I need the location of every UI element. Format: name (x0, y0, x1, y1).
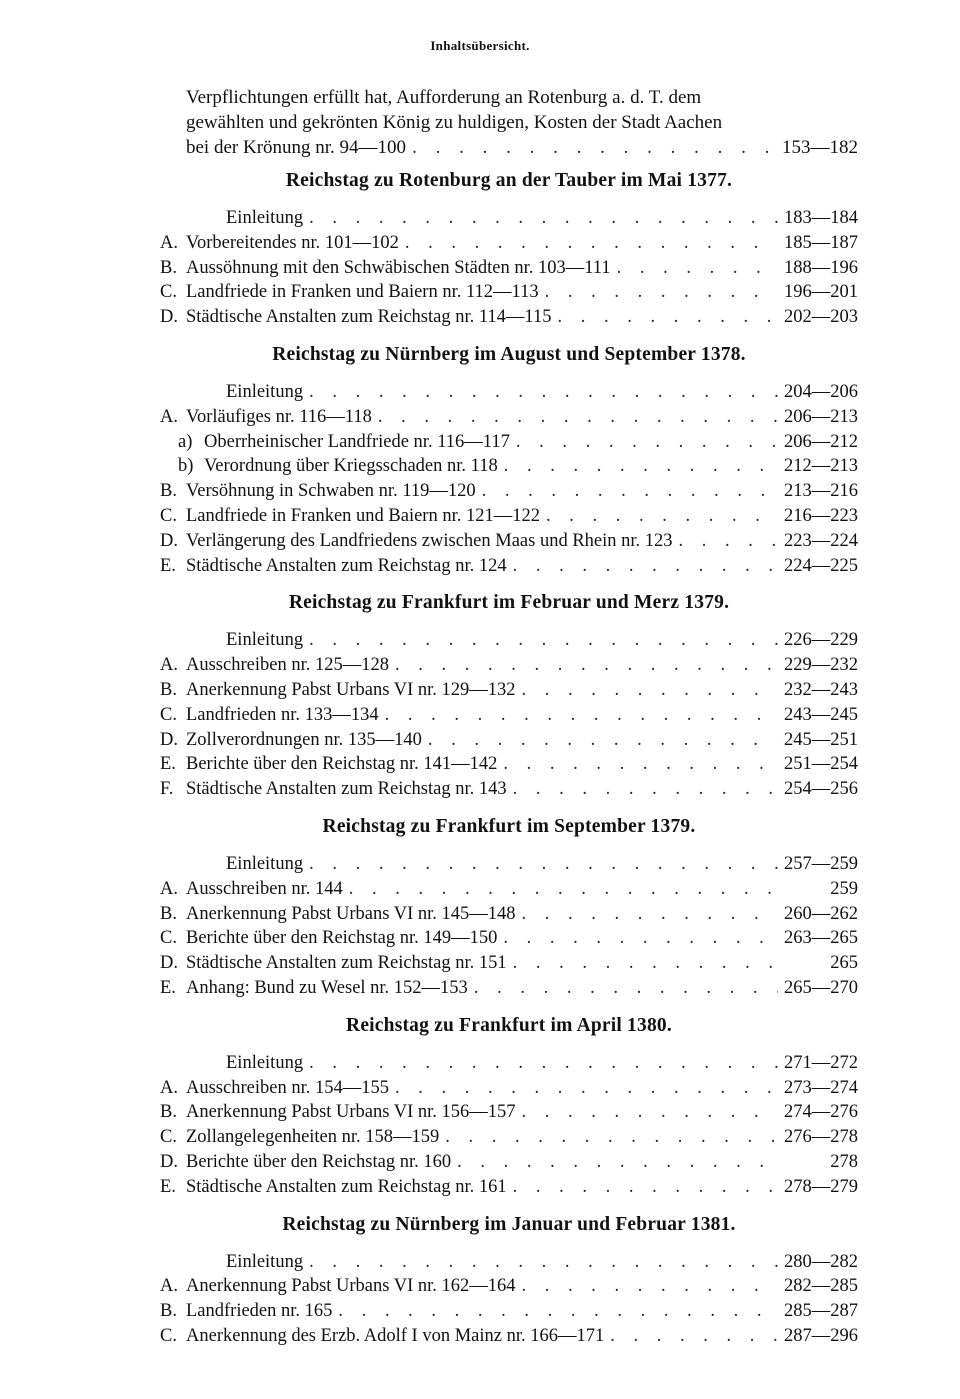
entry-label: Vorbereitendes nr. 101—102 (186, 232, 399, 253)
leader-dots (378, 407, 778, 428)
toc-entry (160, 754, 858, 779)
toc-section (160, 808, 858, 1003)
leader-dots (513, 556, 778, 577)
entry-letter: A. (160, 406, 178, 427)
leader-dots (545, 282, 778, 303)
toc-entry (160, 655, 858, 680)
toc-entry (160, 481, 858, 506)
entry-pages: 273—274 (784, 1077, 858, 1098)
entry-letter: b) (178, 456, 194, 477)
entry-label-group (160, 953, 507, 974)
toc-section (160, 162, 858, 332)
toc-entry (160, 282, 858, 307)
leader-dots (428, 730, 778, 751)
entry-label: Aussöhnung mit den Schwäbischen Städten nr. 103—111 (186, 257, 611, 278)
leader-dots (309, 854, 778, 875)
toc-entry (160, 630, 858, 655)
leader-dots (309, 208, 778, 229)
entry-label-group (160, 978, 468, 999)
leader-dots (445, 1127, 778, 1148)
entry-label: Anerkennung Pabst Urbans VI nr. 162—164 (186, 1276, 516, 1297)
entry-label: Landfrieden nr. 165 (186, 1301, 333, 1322)
leader-dots (474, 978, 778, 999)
toc-entry (160, 506, 858, 531)
entry-label: Oberrheinischer Landfriede nr. 116—117 (204, 431, 510, 452)
leader-dots (309, 382, 778, 403)
section-title: Reichstag zu Frankfurt im September 1379. (322, 815, 696, 837)
entry-letter: D. (160, 530, 178, 551)
entry-label: Ausschreiben nr. 144 (186, 878, 343, 899)
entry-pages: 251—254 (784, 754, 858, 775)
toc-entry (160, 854, 858, 879)
toc-entry (160, 258, 858, 283)
entry-label-group (160, 779, 507, 800)
entry-pages: 259 (830, 878, 858, 899)
entry-pages: 226—229 (784, 630, 858, 651)
leader-dots (395, 1078, 778, 1099)
entry-label-group (160, 1301, 332, 1322)
entry-letter: B. (160, 679, 177, 700)
toc-entry (160, 1053, 858, 1078)
entry-label: Berichte über den Reichstag nr. 160 (186, 1151, 452, 1172)
entry-label: Anerkennung Pabst Urbans VI nr. 156—157 (186, 1102, 516, 1123)
entry-label: Städtische Anstalten zum Reichstag nr. 124 (186, 555, 507, 576)
entry-pages: 232—243 (784, 679, 858, 700)
entry-pages: 265—270 (784, 977, 858, 998)
toc-entry (160, 531, 858, 556)
entry-letter: E. (160, 754, 176, 775)
section-title: Reichstag zu Frankfurt im April 1380. (346, 1014, 672, 1036)
section-title: Reichstag zu Rotenburg an der Tauber im Mai 1377. (285, 170, 733, 191)
entry-letter: A. (160, 1077, 178, 1098)
leader-dots (385, 705, 778, 726)
entry-pages: 224—225 (784, 555, 858, 576)
entry-label: Versöhnung in Schwaben nr. 119—120 (186, 481, 476, 502)
entry-label: Landfriede in Franken und Baiern nr. 121—122 (186, 505, 540, 526)
entry-label-group (160, 705, 379, 726)
entry-label: Landfriede in Franken und Baiern nr. 112—113 (186, 282, 539, 303)
entry-label: Einleitung (226, 1251, 304, 1272)
entry-letter: C. (160, 928, 177, 949)
entry-pages: 276—278 (784, 1127, 858, 1148)
entry-pages: 204—206 (784, 381, 858, 402)
leader-dots (338, 1301, 778, 1322)
entry-label: Einleitung (226, 1052, 304, 1073)
entry-letter: C. (160, 282, 177, 303)
toc-entry (186, 135, 858, 160)
toc-entry (160, 1152, 858, 1177)
leader-dots (558, 307, 779, 328)
entry-label: Anerkennung des Erzb. Adolf I von Mainz nr. 166—171 (186, 1325, 605, 1346)
entry-pages: 188—196 (784, 257, 858, 278)
entry-letter: D. (160, 307, 178, 328)
entry-label: Berichte über den Reichstag nr. 141—142 (186, 754, 498, 775)
toc-entry (160, 1301, 858, 1326)
leader-dots (412, 135, 776, 160)
entry-letter: E. (160, 977, 176, 998)
entry-label: Einleitung (226, 208, 304, 228)
entry-label: Vorläufiges nr. 116—118 (186, 406, 372, 427)
entry-label-group (160, 928, 497, 949)
leader-dots (503, 928, 778, 949)
leader-dots (610, 1326, 778, 1347)
section-title: Reichstag zu Nürnberg im August und September 1378. (272, 343, 746, 365)
leader-dots (513, 953, 782, 974)
leader-dots (504, 456, 778, 477)
entry-pages: 285—287 (784, 1301, 858, 1322)
entry-pages: 206—212 (784, 431, 858, 452)
entry-pages: 282—285 (784, 1276, 858, 1297)
entry-letter: A. (160, 878, 178, 899)
toc-entry (160, 680, 858, 705)
toc-entry (160, 1078, 858, 1103)
entry-label-group (160, 1102, 516, 1123)
leader-dots (546, 506, 778, 527)
toc-entry (160, 382, 858, 407)
entry-pages: 265 (830, 953, 858, 974)
entry-label-group (178, 456, 498, 477)
entry-label: Landfrieden nr. 133—134 (186, 704, 379, 725)
toc-entry (160, 730, 858, 755)
entry-label-group (160, 680, 516, 701)
toc-entry (160, 904, 858, 929)
entry-pages: 183—184 (784, 208, 858, 228)
entry-letter: B. (160, 903, 177, 924)
entry-letter: D. (160, 1151, 178, 1172)
entry-pages: 263—265 (784, 928, 858, 949)
leader-dots (395, 655, 778, 676)
entry-label: Einleitung (226, 630, 304, 651)
leader-dots (457, 1152, 782, 1173)
entry-label-group (226, 630, 303, 651)
entry-label-group (226, 1053, 303, 1074)
entry-label-group (160, 1326, 604, 1347)
entry-letter: C. (160, 1325, 177, 1346)
entry-pages: 245—251 (784, 729, 858, 750)
entry-label-group (160, 655, 389, 676)
entry-pages: 185—187 (784, 232, 858, 253)
entry-pages: 212—213 (784, 456, 858, 477)
entry-pages: 278 (830, 1151, 858, 1172)
entry-label-group (160, 1276, 516, 1297)
toc-section (160, 584, 858, 804)
entry-label-group (160, 556, 507, 577)
entry-label-group (160, 233, 399, 254)
entry-label-group (160, 879, 343, 900)
entry-label: Ausschreiben nr. 154—155 (186, 1077, 389, 1098)
leader-dots (309, 1252, 778, 1273)
leader-dots (503, 754, 778, 775)
toc-entry (160, 879, 858, 904)
entry-letter: F. (160, 779, 174, 800)
entry-label: bei der Krönung nr. 94—100 (186, 137, 407, 158)
toc-entry (160, 432, 858, 457)
entry-pages: 196—201 (784, 282, 858, 303)
entry-label: Zollangelegenheiten nr. 158—159 (186, 1127, 440, 1148)
leader-dots (309, 630, 778, 651)
toc-entry (160, 953, 858, 978)
toc-entry (160, 1177, 858, 1202)
entry-label-group (160, 754, 497, 775)
leader-dots (522, 1102, 778, 1123)
entry-label: Berichte über den Reichstag nr. 149—150 (186, 928, 498, 949)
leader-dots (513, 1177, 778, 1198)
page-header: Inhaltsübersicht. (430, 38, 530, 53)
section-title: Reichstag zu Frankfurt im Februar und Merz 1379. (288, 592, 730, 614)
entry-pages: 153—182 (782, 137, 858, 158)
entry-label-group (160, 1127, 439, 1148)
entry-letter: C. (160, 1127, 177, 1148)
entry-label: Einleitung (226, 853, 304, 874)
entry-pages: 271—272 (784, 1052, 858, 1073)
entry-label-group (160, 1078, 389, 1099)
intro-line: Verpflichtungen erfüllt hat, Aufforderung an Rotenburg a. d. T. dem (186, 87, 702, 108)
leader-dots (513, 779, 778, 800)
entry-label: Städtische Anstalten zum Reichstag nr. 114—115 (186, 307, 552, 328)
entry-label-group (160, 506, 540, 527)
toc-entry (160, 1326, 858, 1351)
entry-letter: A. (160, 232, 178, 253)
leader-dots (522, 904, 778, 925)
entry-label: Städtische Anstalten zum Reichstag nr. 161 (186, 1176, 507, 1197)
entry-label: Ausschreiben nr. 125—128 (186, 655, 389, 676)
leader-dots (482, 481, 778, 502)
entry-letter: B. (160, 481, 177, 502)
entry-label-group (160, 258, 611, 279)
entry-pages: 287—296 (784, 1325, 858, 1346)
toc-entry (160, 556, 858, 581)
entry-letter: C. (160, 704, 177, 725)
entry-letter: A. (160, 1276, 178, 1297)
leader-dots (516, 432, 778, 453)
entry-label-group (160, 1152, 451, 1173)
entry-pages: 213—216 (784, 481, 858, 502)
toc-section (160, 1206, 858, 1351)
entry-label: Zollverordnungen nr. 135—140 (186, 729, 422, 750)
entry-label-group (226, 208, 303, 229)
leader-dots (349, 879, 782, 900)
entry-letter: A. (160, 655, 178, 676)
entry-letter: D. (160, 953, 178, 974)
entry-label-group (226, 1252, 303, 1273)
entry-letter: D. (160, 729, 178, 750)
entry-label-group (160, 730, 422, 751)
toc-entry (160, 208, 858, 233)
entry-label: Städtische Anstalten zum Reichstag nr. 151 (186, 953, 507, 974)
section-title: Reichstag zu Nürnberg im Januar und Februar 1381. (282, 1213, 736, 1235)
entry-letter: B. (160, 1301, 177, 1322)
toc-entry (160, 779, 858, 804)
leader-dots (617, 258, 778, 279)
entry-pages: 278—279 (784, 1176, 858, 1197)
leader-dots (405, 233, 778, 254)
toc-entry (160, 233, 858, 258)
entry-pages: 206—213 (784, 406, 858, 427)
entry-label-group (226, 382, 303, 403)
leader-dots (679, 531, 778, 552)
toc-entry (160, 407, 858, 432)
entry-label-group (160, 307, 552, 328)
entry-label-group (160, 407, 372, 428)
toc-section (160, 1007, 858, 1202)
toc-entry (160, 1102, 858, 1127)
toc-entry (160, 978, 858, 1003)
toc-section (160, 336, 858, 580)
entry-letter: E. (160, 555, 176, 576)
toc-entry (160, 928, 858, 953)
entry-pages: 260—262 (784, 903, 858, 924)
entry-letter: B. (160, 1102, 177, 1123)
entry-pages: 223—224 (784, 530, 858, 551)
intro-continuation (186, 85, 858, 160)
toc-entry (160, 1276, 858, 1301)
entry-pages: 229—232 (784, 655, 858, 676)
entry-label-group (178, 432, 510, 453)
entry-letter: a) (178, 431, 193, 452)
entry-label: Städtische Anstalten zum Reichstag nr. 143 (186, 779, 507, 800)
entry-label-group (160, 481, 476, 502)
entry-label: Verlängerung des Landfriedens zwischen Maas und Rhein nr. 123 (186, 530, 673, 551)
toc-entry (160, 307, 858, 332)
entry-label-group (160, 904, 516, 925)
entry-letter: B. (160, 257, 177, 278)
toc-entry (160, 705, 858, 730)
entry-label-group (160, 282, 539, 303)
entry-pages: 243—245 (784, 704, 858, 725)
entry-pages: 254—256 (784, 779, 858, 800)
entry-pages: 280—282 (784, 1251, 858, 1272)
entry-letter: C. (160, 505, 177, 526)
entry-label: Anerkennung Pabst Urbans VI nr. 129—132 (186, 679, 516, 700)
leader-dots (309, 1053, 778, 1074)
intro-line: gewählten und gekrönten König zu huldigen, Kosten der Stadt Aachen (186, 112, 723, 133)
entry-label: Anerkennung Pabst Urbans VI nr. 145—148 (186, 903, 516, 924)
entry-label: Anhang: Bund zu Wesel nr. 152—153 (186, 977, 468, 998)
entry-label: Verordnung über Kriegsschaden nr. 118 (204, 456, 498, 477)
entry-letter: E. (160, 1176, 176, 1197)
entry-label-group (226, 854, 303, 875)
entry-label-group (160, 1177, 507, 1198)
entry-pages: 216—223 (784, 505, 858, 526)
entry-pages: 257—259 (784, 853, 858, 874)
entry-label-group (160, 531, 673, 552)
entry-pages: 202—203 (784, 307, 858, 328)
entry-label: Einleitung (226, 381, 304, 402)
table-of-contents (160, 162, 858, 1355)
toc-entry (160, 1127, 858, 1152)
toc-entry (160, 456, 858, 481)
toc-entry (160, 1252, 858, 1277)
leader-dots (522, 1276, 778, 1297)
entry-pages: 274—276 (784, 1102, 858, 1123)
leader-dots (522, 680, 778, 701)
